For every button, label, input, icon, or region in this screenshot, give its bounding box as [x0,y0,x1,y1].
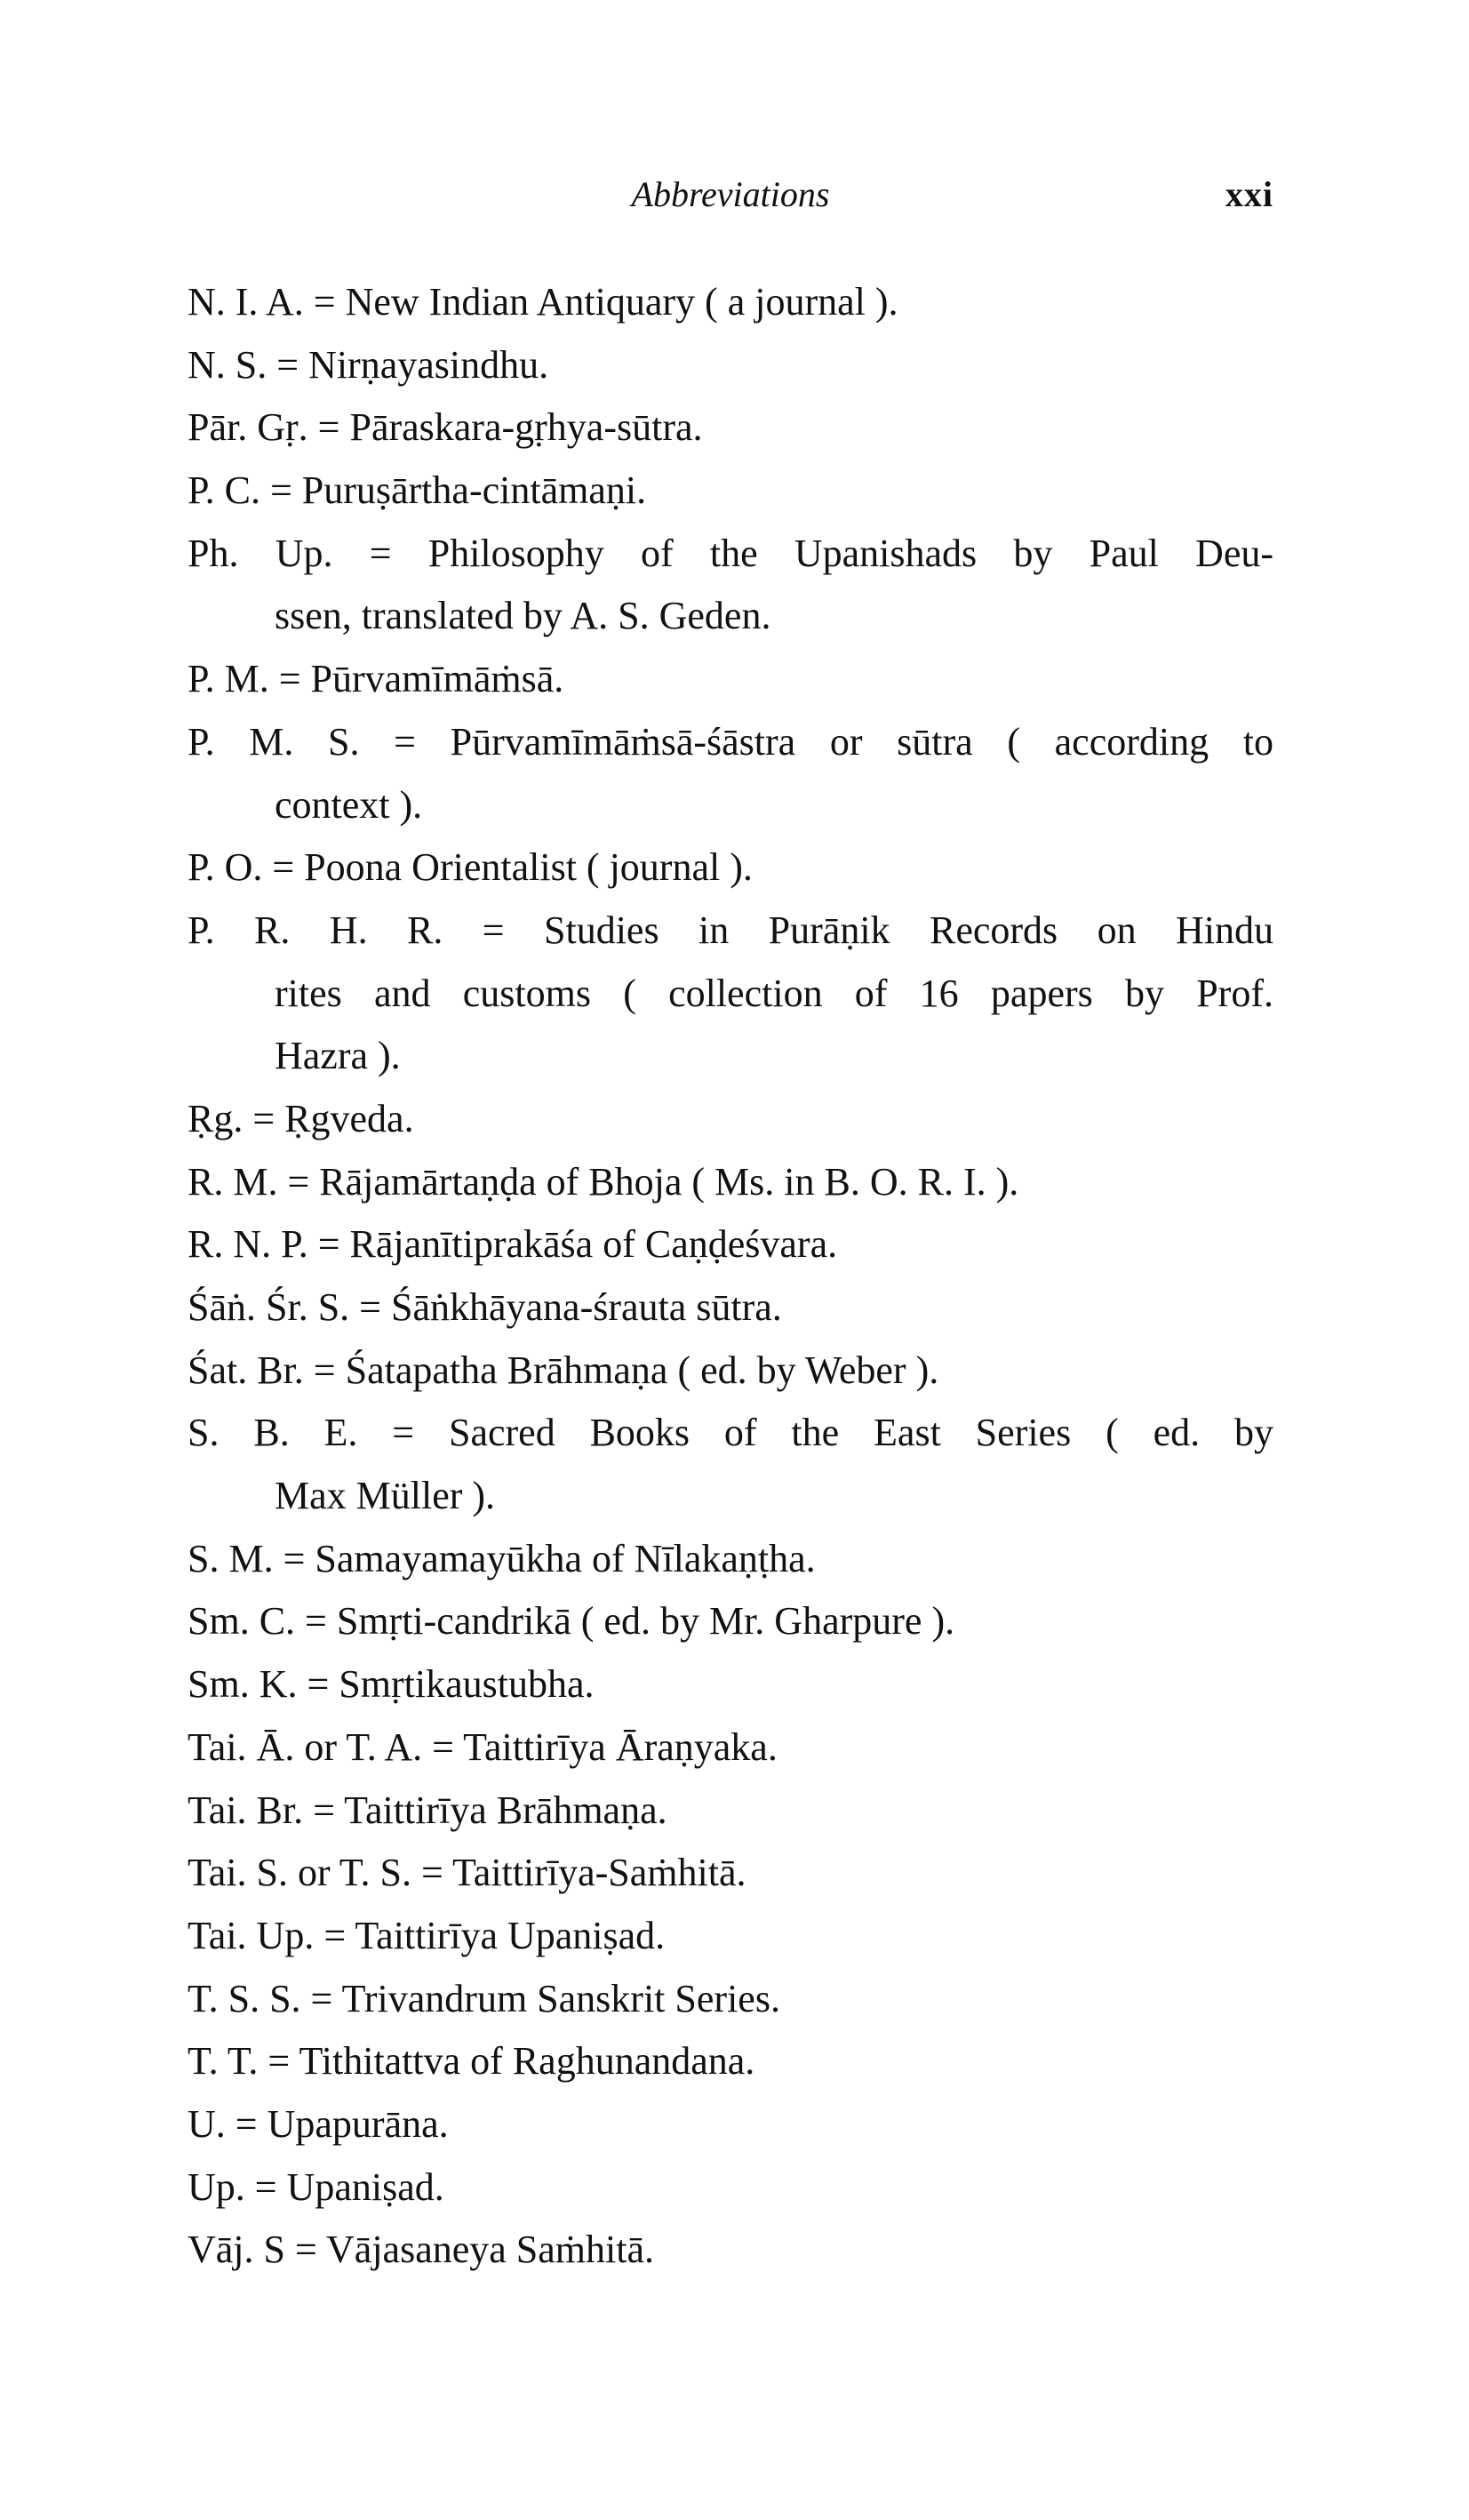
entry-line: N. I. A. = New Indian Antiquary ( a journal ). [188,280,898,324]
entry-line: P. M. = Pūrvamīmāṁsā. [188,657,564,701]
entry-line: Pār. Gṛ. = Pāraskara-gṛhya-sūtra. [188,405,703,450]
abbreviation-entry [188,1402,1273,1527]
entry-continuation-line: rites and customs ( collection of 16 papers by Prof. [275,971,1273,1015]
entry-line: Tai. Br. = Taittirīya Brāhmaṇa. [188,1788,667,1832]
abbreviation-entry [188,2156,1273,2220]
entry-continuation-line: context ). [275,782,423,827]
entry-line: T. T. = Tithitattva of Raghunandana. [188,2039,755,2084]
abbreviation-entry [188,1088,1273,1151]
entry-line: Up. = Upaniṣad. [188,2164,444,2209]
abbreviation-entry [188,271,1273,334]
abbreviation-entry [188,1842,1273,1905]
entry-line: R. N. P. = Rājanītiprakāśa of Caṇḍeśvara. [188,1222,838,1267]
abbreviation-entry [188,2030,1273,2093]
abbreviation-entry [188,334,1273,397]
entry-line: P. M. S. = Pūrvamīmāṁsā-śāstra or sūtra ( according to [188,719,1273,764]
abbreviation-entry [188,1968,1273,2031]
abbreviation-entry [188,460,1273,523]
abbreviation-entry [188,1276,1273,1340]
entry-line: P. O. = Poona Orientalist ( journal ). [188,845,753,890]
abbreviation-entry [188,1716,1273,1780]
abbreviation-entry [188,648,1273,711]
entry-continuation-line: Hazra ). [275,1034,401,1078]
entry-line: P. C. = Puruṣārtha-cintāmaṇi. [188,468,647,513]
entry-continuation-line: Max Müller ). [275,1474,496,1518]
abbreviation-entry [188,1151,1273,1214]
entry-line: Tai. Up. = Taittirīya Upaniṣad. [188,1913,666,1957]
entry-line: Tai. S. or T. S. = Taittirīya-Saṁhitā. [188,1851,746,1895]
abbreviation-entry [188,1590,1273,1653]
abbreviation-entry [188,711,1273,836]
abbreviation-entry [188,1340,1273,1403]
page-number: xxi [1225,174,1273,214]
entry-line: Sm. K. = Smṛtikaustubha. [188,1662,595,1707]
running-title: Abbreviations [631,174,830,214]
abbreviation-entry [188,2093,1273,2156]
abbreviation-list [188,271,1273,2282]
entry-line: Tai. Ā. or T. A. = Taittirīya Āraṇyaka. [188,1724,778,1769]
entry-continuation-line: ssen, translated by A. S. Geden. [275,594,771,638]
entry-line: U. = Upapurāna. [188,2101,449,2146]
entry-line: P. R. H. R. = Studies in Purāṇik Records on Hindu [188,908,1273,952]
abbreviation-entry [188,1213,1273,1276]
abbreviation-entry [188,1780,1273,1843]
abbreviation-entry [188,396,1273,460]
entry-line: S. M. = Samayamayūkha of Nīlakaṇṭha. [188,1536,816,1580]
abbreviation-entry [188,836,1273,900]
abbreviation-entry [188,523,1273,648]
entry-line: S. B. E. = Sacred Books of the East Series ( ed. by [188,1411,1273,1455]
entry-line: Sm. C. = Smṛti-candrikā ( ed. by Mr. Gharpure ). [188,1599,955,1644]
abbreviation-entry [188,1905,1273,1968]
abbreviation-entry [188,1653,1273,1716]
entry-line: T. S. S. = Trivandrum Sanskrit Series. [188,1976,780,2020]
page-header [188,173,1273,227]
abbreviation-entry [188,2219,1273,2282]
entry-line: R. M. = Rājamārtaṇḍa of Bhoja ( Ms. in B. O. R. I. ). [188,1159,1019,1204]
entry-line: Śāṅ. Śr. S. = Śāṅkhāyana-śrauta sūtra. [188,1285,782,1329]
entry-line: N. S. = Nirṇayasindhu. [188,342,549,387]
abbreviation-entry [188,900,1273,1088]
entry-line: Śat. Br. = Śatapatha Brāhmaṇa ( ed. by Weber ). [188,1348,939,1392]
entry-line: Ṛg. = Ṛgveda. [188,1096,414,1140]
entry-line: Vāj. S = Vājasaneya Saṁhitā. [188,2228,654,2272]
entry-line: Ph. Up. = Philosophy of the Upanishads by Paul Deu- [188,531,1273,575]
abbreviation-entry [188,1528,1273,1591]
